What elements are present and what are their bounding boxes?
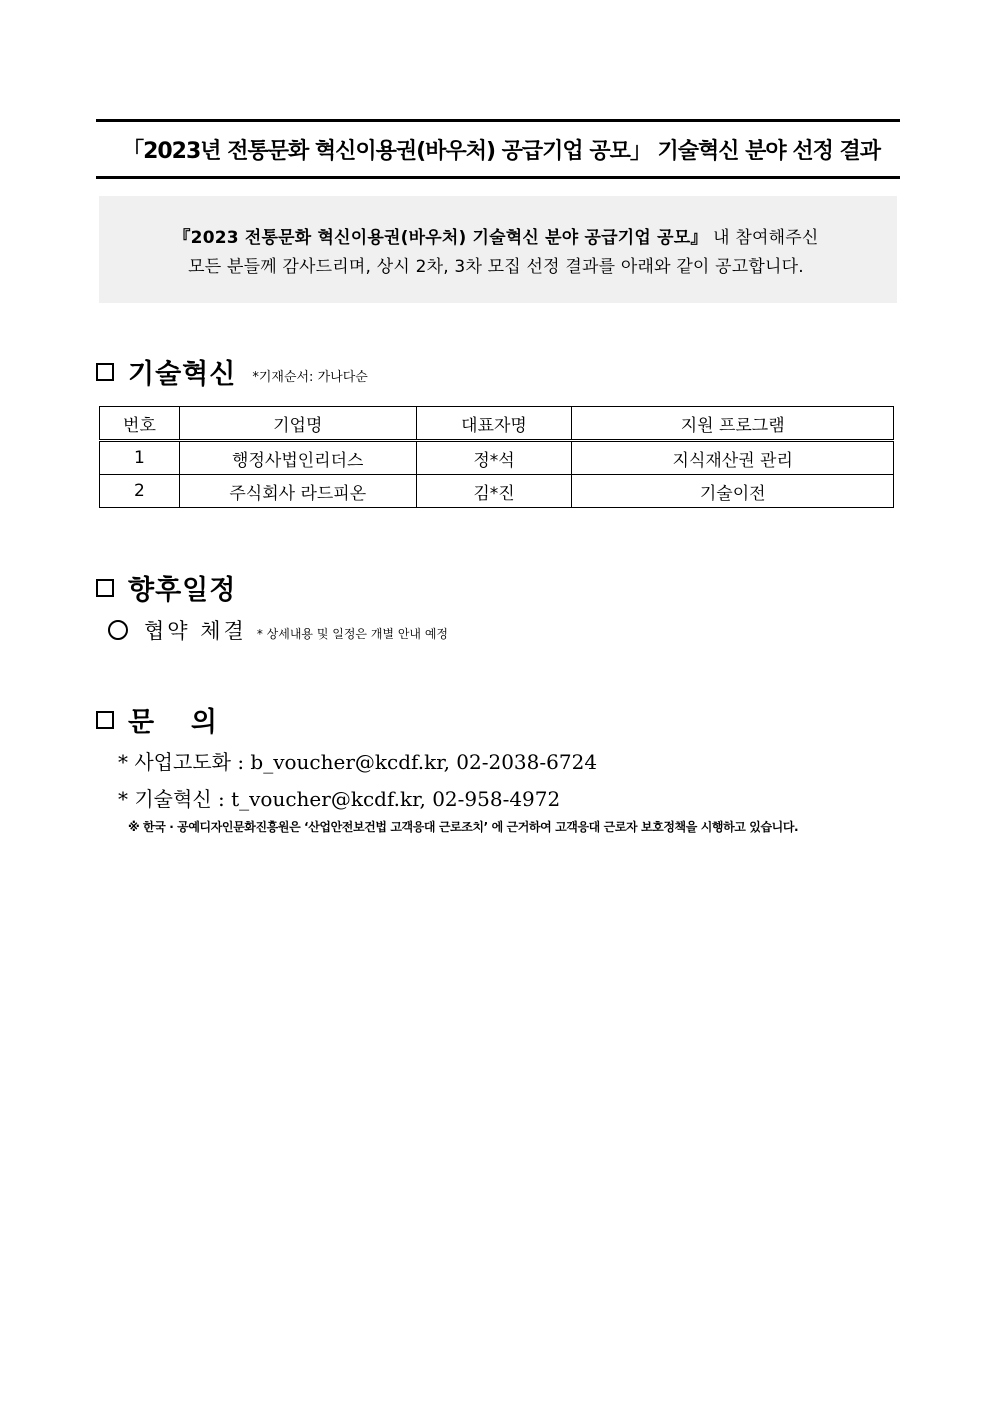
section-title: 문 의 — [128, 707, 223, 738]
title-box — [96, 119, 900, 179]
header-representative: 대표자명 — [416, 407, 572, 441]
header-company: 기업명 — [179, 407, 416, 441]
document-title: 「2023년 전통문화 혁신이용권(바우처) 공급기업 공모」 기술혁신 분야 선정 결과 — [122, 138, 880, 164]
results-table — [99, 406, 894, 508]
cell-program: 지식재산권 관리 — [572, 441, 894, 475]
notice-line-1 — [129, 224, 863, 253]
schedule-item-label: 협약 체결 — [144, 619, 247, 643]
notice-box — [99, 196, 897, 303]
schedule-item — [108, 615, 448, 645]
cell-program: 기술이전 — [572, 475, 894, 508]
schedule-note: * 상세내용 및 일정은 개별 안내 예정 — [256, 626, 449, 641]
checkbox-square-icon — [96, 711, 114, 729]
header-program: 지원 프로그램 — [572, 407, 894, 441]
notice-line-2: 모든 분들께 감사드리며, 상시 2차, 3차 모집 선정 결과를 아래와 같이 공고합니다. — [188, 257, 804, 277]
notice-line-1-rest: 내 참여해주신 — [713, 228, 819, 248]
table-row — [100, 441, 894, 475]
section-tech-innovation — [96, 352, 368, 391]
checkbox-square-icon — [96, 579, 114, 597]
header-number: 번호 — [100, 407, 180, 441]
cell-representative: 김*진 — [416, 475, 572, 508]
checkbox-square-icon — [96, 363, 114, 381]
table-row — [100, 475, 894, 508]
cell-number: 2 — [100, 475, 180, 508]
section-title: 향후일정 — [128, 575, 237, 606]
section-note: *기재순서: 가나다순 — [252, 370, 368, 385]
circle-bullet-icon — [108, 620, 128, 640]
cell-company: 행정사법인리더스 — [179, 441, 416, 475]
contact-line-tech: * 기술혁신 : t_voucher@kcdf.kr, 02-958-4972 — [118, 787, 561, 811]
cell-representative: 정*석 — [416, 441, 572, 475]
cell-company: 주식회사 라드피온 — [179, 475, 416, 508]
notice-announcement-name: 『2023 전통문화 혁신이용권(바우처) 기술혁신 분야 공급기업 공모』 — [173, 228, 708, 248]
contact-line-business: * 사업고도화 : b_voucher@kcdf.kr, 02-2038-6724 — [118, 750, 598, 774]
section-inquiry — [96, 700, 223, 739]
cell-number: 1 — [100, 441, 180, 475]
table-header-row — [100, 407, 894, 441]
disclaimer-text: ※ 한국 · 공예디자인문화진흥원은 ‘산업안전보건법 고객응대 근로조치’ 에 근거하여 고객응대 근로자 보호정책을 시행하고 있습니다. — [128, 820, 799, 834]
section-schedule — [96, 568, 236, 607]
section-title: 기술혁신 — [128, 359, 237, 390]
